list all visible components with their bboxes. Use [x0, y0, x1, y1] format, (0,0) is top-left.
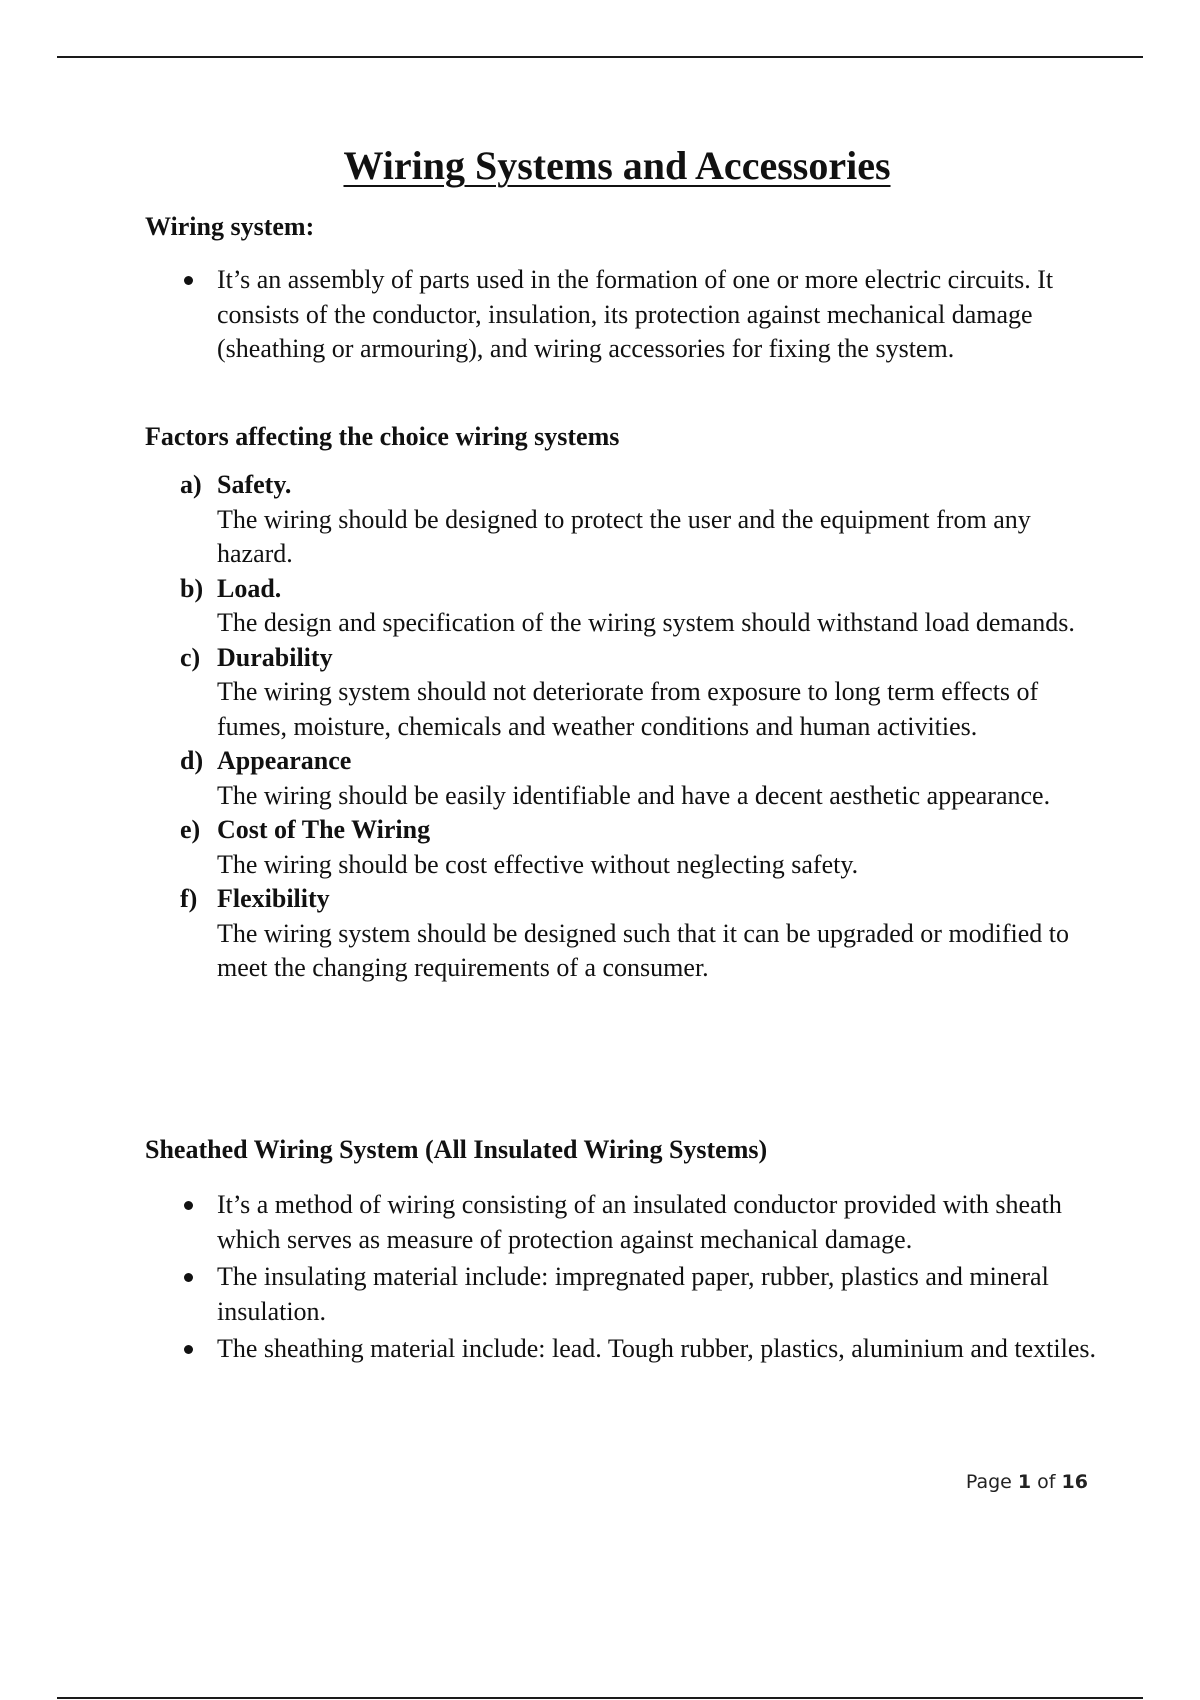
list-item: [180, 263, 1100, 367]
bullet-text: The sheathing material include: lead. Tough rubber, plastics, aluminium and textiles.: [217, 1334, 1096, 1363]
factor-marker: a): [180, 470, 202, 499]
factor-marker: c): [180, 642, 201, 672]
page-of: of: [1037, 1471, 1056, 1493]
section-heading-wiring-system: Wiring system:: [145, 212, 315, 241]
page-total: 16: [1061, 1471, 1088, 1493]
factor-item-flexibility: [180, 882, 1100, 986]
section-heading-factors: Factors affecting the choice wiring systems: [145, 422, 620, 451]
factor-item-durability: [180, 641, 1100, 745]
bullet-text: The insulating material include: impregnated paper, rubber, plastics and mineral insulation.: [217, 1262, 1049, 1326]
factor-description: The wiring system should be designed such that it can be upgraded or modified to meet the changing requirements of a consumer.: [217, 918, 1070, 982]
factor-item-safety: [180, 468, 1100, 572]
list-item: [180, 1260, 1100, 1329]
factor-item-load: [180, 572, 1100, 641]
factor-title: Load.: [217, 573, 282, 603]
top-rule: [57, 56, 1143, 58]
list-item: [180, 1188, 1100, 1257]
factor-description: The design and specification of the wiring system should withstand load demands.: [217, 608, 1075, 637]
bullet-text: It’s a method of wiring consisting of an insulated conductor provided with sheath which serves as measure of protection against mechanical damage.: [217, 1190, 1062, 1254]
factor-description: The wiring should be designed to protect the user and the equipment from any hazard.: [217, 504, 1031, 568]
bullet-icon: [184, 1345, 193, 1354]
factor-item-cost: [180, 813, 1100, 882]
factor-description: The wiring should be cost effective without neglecting safety.: [217, 849, 859, 879]
list-item: [180, 1332, 1100, 1367]
factor-marker: e): [180, 815, 201, 844]
factor-description: The wiring should be easily identifiable and have a decent aesthetic appearance.: [217, 780, 1051, 810]
factor-marker: f): [180, 884, 198, 913]
page-prefix: Page: [965, 1471, 1012, 1493]
factor-title: Cost of The Wiring: [217, 815, 431, 844]
factor-item-appearance: [180, 744, 1100, 813]
bullet-icon: [184, 1201, 193, 1210]
factor-title: Flexibility: [217, 884, 330, 913]
factors-list: [180, 468, 1100, 986]
factor-title: Durability: [217, 642, 333, 672]
bottom-rule: [57, 1697, 1143, 1699]
factor-title: Appearance: [217, 746, 352, 775]
factor-description: The wiring system should not deteriorate from exposure to long term effects of fumes, moisture, chemicals and weather conditions and human activities.: [217, 677, 1039, 741]
bullet-text: It’s an assembly of parts used in the formation of one or more electric circuits. It consists of the conductor, insulation, its protection against mechanical damage (sheathing or armouring), and wiring accessories for fixing the system.: [217, 265, 1054, 363]
bullet-icon: [184, 1273, 193, 1282]
document-title: Wiring Systems and Accessories: [343, 143, 891, 188]
bullet-icon: [184, 276, 193, 285]
section-heading-sheathed-wiring: Sheathed Wiring System (All Insulated Wiring Systems): [145, 1135, 768, 1164]
page-number: [930, 1471, 1088, 1493]
sheathed-wiring-bullets: [180, 1188, 1100, 1370]
wiring-system-bullets: [180, 263, 1100, 370]
factor-marker: b): [180, 573, 204, 603]
factor-title: Safety.: [217, 470, 292, 499]
page-current: 1: [1017, 1471, 1032, 1493]
factor-marker: d): [180, 746, 204, 775]
